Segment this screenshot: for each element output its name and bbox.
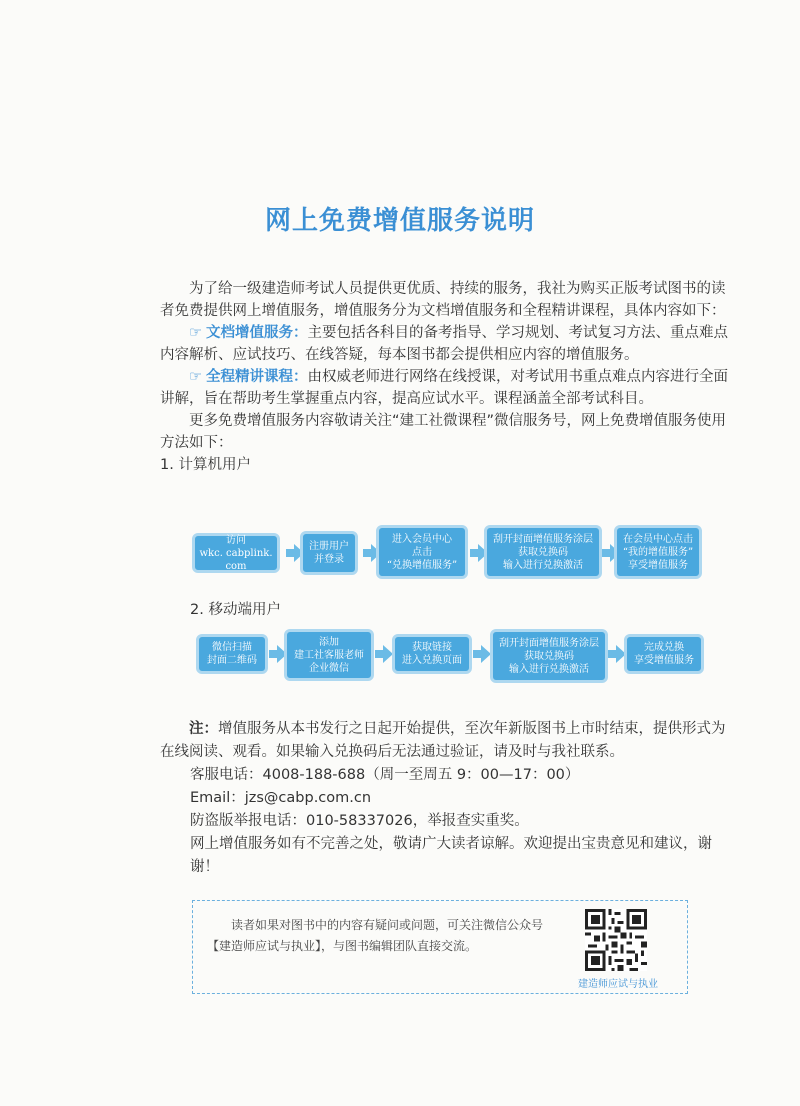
pointing-hand-icon: ☞ bbox=[189, 325, 202, 341]
flow1-step-text: 刮开封面增值服务涂层 获取兑换码 输入进行兑换激活 bbox=[493, 533, 593, 571]
qr-code-icon bbox=[585, 909, 647, 971]
flow1-step-scratch-code bbox=[484, 525, 602, 579]
pointing-hand-icon: ☞ bbox=[189, 369, 202, 385]
course-service-text: 由权威老师进行网络在线授课，对考试用书重点难点内容进行全面讲解，旨在帮助考生掌握重点内容，提高应试水平。课程涵盖全部考试科目。 bbox=[160, 369, 728, 407]
closing-text: 网上增值服务如有不完善之处，敬请广大读者谅解。欢迎提出宝贵意见和建议，谢谢！ bbox=[190, 836, 712, 875]
course-service-label: 全程精讲课程： bbox=[206, 369, 308, 385]
page-title: 网上免费增值服务说明 bbox=[264, 206, 535, 236]
flow2-step-text: 完成兑换 享受增值服务 bbox=[634, 642, 694, 666]
flow1-step-enjoy bbox=[614, 525, 702, 579]
flow2-step-scan bbox=[196, 634, 268, 674]
doc-service-text: 主要包括各科目的备考指导、学习规划、考试复习方法、重点难点内容解析、应试技巧、在线答疑，每本图书都会提供相应内容的增值服务。 bbox=[160, 325, 728, 363]
anti-piracy-phone: 防盗版举报电话：010-58337026，举报查实重奖。 bbox=[190, 813, 529, 829]
flow2-step-add-wechat bbox=[284, 629, 374, 681]
section1-label: 1. 计算机用户 bbox=[160, 457, 251, 473]
flow2-step-text: 刮开封面增值服务涂层 获取兑换码 输入进行兑换激活 bbox=[499, 637, 599, 675]
flow1-step-visit bbox=[192, 533, 280, 573]
footer-contact-box bbox=[192, 900, 688, 994]
footer-text: 读者如果对图书中的内容有疑问或问题，可关注微信公众号【建造师应试与执业】，与图书编辑团队直接交流。 bbox=[207, 918, 544, 953]
note-text: 增值服务从本书发行之日起开始提供，至次年新版图书上市时结束，提供形式为在线阅读、观看。如果输入兑换码后无法通过验证，请及时与我社联系。 bbox=[160, 721, 726, 760]
customer-service-phone: 客服电话：4008-188-688（周一至周五 9：00—17：00） bbox=[190, 767, 580, 783]
flow2-step-text: 微信扫描 封面二维码 bbox=[207, 642, 257, 666]
intro-section bbox=[160, 278, 730, 476]
flow1-step-register bbox=[300, 531, 358, 575]
flow1-step-text: 进入会员中心 点击 “兑换增值服务” bbox=[386, 533, 458, 571]
intro-paragraph: 为了给一级建造师考试人员提供更优质、持续的服务，我社为购买正版考试图书的读者免费提供网上增值服务，增值服务分为文档增值服务和全程精讲课程，具体内容如下： bbox=[160, 281, 726, 319]
flow1-step-text: 访问 wkc. cabplink. com bbox=[199, 534, 273, 572]
note-paragraph bbox=[160, 718, 730, 764]
section2-label: 2. 移动端用户 bbox=[190, 602, 281, 618]
flow2-step-text: 获取链接 进入兑换页面 bbox=[402, 642, 462, 666]
qr-caption: 建造师应试与执业 bbox=[578, 979, 658, 990]
flow1-step-text: 在会员中心点击 “我的增值服务” 享受增值服务 bbox=[622, 533, 694, 571]
note-label: 注： bbox=[189, 721, 218, 737]
course-service-paragraph bbox=[160, 366, 730, 410]
flow2-step-scratch-code bbox=[490, 629, 608, 683]
notes-section bbox=[160, 718, 730, 879]
flow2-step-complete bbox=[624, 634, 704, 674]
contact-email: Email：jzs@cabp.com.cn bbox=[190, 790, 372, 806]
doc-service-paragraph bbox=[160, 322, 730, 366]
flow2-step-get-link bbox=[392, 634, 472, 674]
flow1-step-member-center bbox=[376, 525, 468, 579]
more-paragraph: 更多免费增值服务内容敬请关注“建工社微课程”微信服务号，网上免费增值服务使用方法如下： bbox=[160, 413, 727, 451]
doc-service-label: 文档增值服务： bbox=[206, 325, 308, 341]
flow1-step-text: 注册用户 并登录 bbox=[309, 541, 349, 565]
flow2-step-text: 添加 建工社客服老师 企业微信 bbox=[294, 636, 364, 674]
